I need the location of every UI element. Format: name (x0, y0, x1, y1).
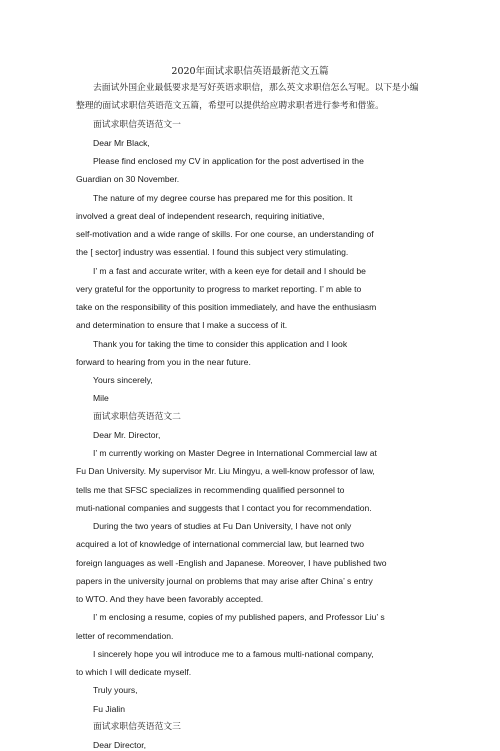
body-text-line: papers in the university journal on problems that may arise after China’ s entry (76, 575, 373, 586)
body-text-line: Dear Mr Black, (93, 137, 150, 148)
body-text-line: Yours sincerely, (93, 375, 153, 385)
body-text-line: forward to hearing from you in the near future. (76, 356, 251, 367)
section-heading-line: 去面试外国企业最低要求是写好英语求职信，那么英文求职信怎么写呢。以下是小编 (93, 83, 419, 93)
section-heading-line: 面试求职信英语范文一 (93, 119, 181, 130)
body-text-line: muti-national companies and suggests that I contact you for recommendation. (76, 502, 372, 513)
body-text-line: Mile (93, 393, 109, 404)
body-text-line: Truly yours, (93, 685, 138, 696)
body-text-line: I’ m a fast and accurate writer, with a keen eye for detail and I should be (93, 265, 366, 276)
body-text-line: Thank you for taking the time to consider this application and I look (93, 338, 348, 349)
body-text-line: Guardian on 30 November. (76, 174, 180, 185)
body-text-line: to which I will dedicate myself. (76, 667, 192, 677)
body-text-line: involved a great deal of independent research, requiring initiative, (76, 210, 325, 221)
body-text-line: Dear Director, (93, 740, 147, 750)
body-text-line: Fu Dan University. My supervisor Mr. Liu Mingyu, a well-know professor of law, (76, 466, 375, 477)
body-text-line: very grateful for the opportunity to progress to market reporting. I’ m able to (76, 283, 362, 294)
body-text-line: self-motivation and a wide range of skills. For one course, an understanding of (76, 229, 374, 239)
section-heading-line: 面试求职信英语范文二 (93, 411, 181, 422)
body-text-line: take on the responsibility of this position immediately, and have the enthusiasm (76, 302, 377, 312)
body-text-line: tells me that SFSC specializes in recommending qualified personnel to (76, 484, 345, 495)
body-text-line: I’ m enclosing a resume, copies of my published papers, and Professor Liu’ s (93, 612, 385, 623)
body-text-line: I sincerely hope you wil introduce me to a famous multi-national company, (93, 648, 374, 659)
body-text-line: I’ m currently working on Master Degree in International Commercial law at (93, 448, 377, 458)
body-text-line: to WTO. And they have been favorably accepted. (76, 594, 264, 604)
body-text-line: Please find enclosed my CV in application for the post advertised in the (93, 156, 364, 166)
body-text-line: The nature of my degree course has prepared me for this position. It (93, 192, 353, 203)
body-text-line: letter of recommendation. (76, 630, 174, 641)
section-heading-line: 整理的面试求职信英语范文五篇，希望可以提供给应聘求职者进行参考和借鉴。 (76, 101, 384, 112)
body-text-line: acquired a lot of knowledge of international commercial law, but learned two (76, 539, 365, 550)
section-heading-line: 面试求职信英语范文三 (93, 721, 181, 732)
body-text-line: the [ sector] industry was essential. I found this subject very stimulating. (76, 247, 349, 258)
body-text-line: foreign languages as well -English and Japanese. Moreover, I have published two (76, 557, 387, 568)
body-text-line: and determination to ensure that I make a success of it. (76, 320, 288, 331)
body-text-line: Dear Mr. Director, (93, 429, 161, 440)
body-text-line: Fu Jialin (93, 703, 125, 714)
document-title: 2020年面试求职信英语最新范文五篇 (171, 66, 329, 77)
body-text-line: During the two years of studies at Fu Dan University, I have not only (93, 521, 352, 531)
